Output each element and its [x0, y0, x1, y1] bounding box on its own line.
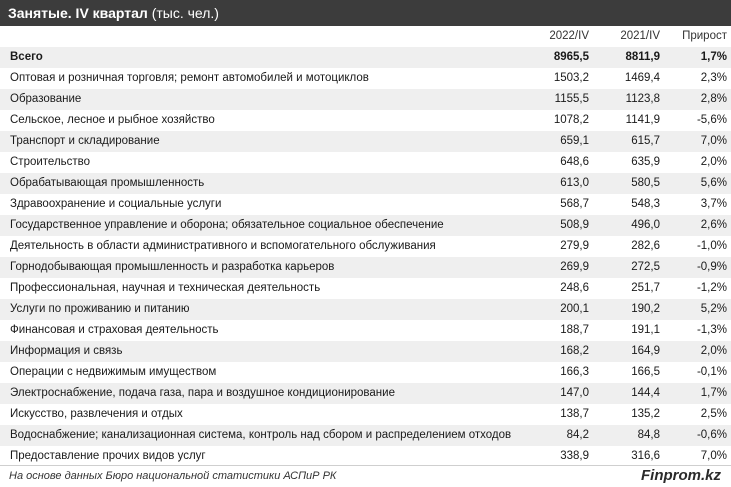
- cell-2022: 568,7: [560, 198, 589, 210]
- table-row: [0, 131, 731, 152]
- table-row: [0, 425, 731, 446]
- cell-2022: 8965,5: [553, 51, 589, 63]
- cell-2022: 659,1: [560, 135, 589, 147]
- cell-growth: 7,0%: [700, 450, 727, 462]
- cell-2022: 1155,5: [554, 93, 589, 105]
- cell-growth: 5,2%: [700, 303, 727, 315]
- table-row: [0, 152, 731, 173]
- cell-2021: 144,4: [631, 387, 660, 399]
- cell-growth: 2,0%: [700, 156, 727, 168]
- cell-2021: 251,7: [631, 282, 660, 294]
- cell-sector: Профессиональная, научная и техническая деятельность: [10, 282, 321, 294]
- cell-2022: 248,6: [560, 282, 589, 294]
- cell-growth: -1,0%: [696, 240, 727, 252]
- cell-2022: 188,7: [560, 324, 589, 336]
- cell-2021: 1123,8: [625, 93, 660, 105]
- cell-2022: 147,0: [560, 387, 589, 399]
- cell-growth: 2,3%: [700, 72, 727, 84]
- table-header-row: [0, 26, 731, 47]
- cell-2021: 164,9: [631, 345, 660, 357]
- cell-2021: 8811,9: [625, 51, 660, 63]
- cell-sector: Обрабатывающая промышленность: [10, 177, 205, 189]
- source-note: На основе данных Бюро национальной статистики АСПиР РК: [9, 470, 337, 482]
- cell-sector: Сельское, лесное и рыбное хозяйство: [10, 114, 215, 126]
- table-row: [0, 68, 731, 89]
- cell-2021: 191,1: [631, 324, 660, 336]
- cell-sector: Предоставление прочих видов услуг: [10, 450, 206, 462]
- cell-growth: 5,6%: [700, 177, 727, 189]
- cell-2021: 1469,4: [624, 72, 660, 84]
- table-row: [0, 257, 731, 278]
- cell-2022: 338,9: [560, 450, 589, 462]
- table-title: [0, 0, 731, 26]
- cell-2022: 648,6: [560, 156, 589, 168]
- table-row: [0, 446, 731, 467]
- footer: [0, 465, 731, 487]
- cell-growth: 2,6%: [700, 219, 727, 231]
- title-unit: (тыс. чел.): [151, 5, 219, 21]
- cell-2021: 84,8: [637, 429, 660, 441]
- cell-growth: 2,8%: [700, 93, 727, 105]
- table-row: [0, 383, 731, 404]
- table-row: [0, 89, 731, 110]
- cell-2022: 200,1: [560, 303, 589, 315]
- table-row: [0, 236, 731, 257]
- cell-sector: Всего: [10, 51, 43, 63]
- cell-growth: 1,7%: [700, 387, 727, 399]
- cell-2021: 580,5: [631, 177, 660, 189]
- cell-2021: 135,2: [631, 408, 660, 420]
- cell-2022: 508,9: [560, 219, 589, 231]
- column-header-2022: 2022/IV: [549, 30, 589, 42]
- cell-2022: 84,2: [566, 429, 589, 441]
- table-row: [0, 173, 731, 194]
- table-row: [0, 341, 731, 362]
- cell-sector: Искусство, развлечения и отдых: [10, 408, 183, 420]
- cell-sector: Здравоохранение и социальные услуги: [10, 198, 222, 210]
- table-row: [0, 299, 731, 320]
- cell-sector: Оптовая и розничная торговля; ремонт автомобилей и мотоциклов: [10, 72, 369, 84]
- cell-2021: 496,0: [631, 219, 660, 231]
- cell-growth: 3,7%: [700, 198, 727, 210]
- cell-growth: 7,0%: [700, 135, 727, 147]
- table-row-total: [0, 47, 731, 68]
- cell-sector: Электроснабжение, подача газа, пара и воздушное кондиционирование: [10, 387, 395, 399]
- cell-2022: 269,9: [560, 261, 589, 273]
- cell-2021: 316,6: [631, 450, 660, 462]
- cell-sector: Горнодобывающая промышленность и разработка карьеров: [10, 261, 335, 273]
- cell-sector: Деятельность в области административного и вспомогательного обслуживания: [10, 240, 436, 252]
- cell-growth: 1,7%: [700, 51, 727, 63]
- column-header-growth: Прирост: [682, 30, 727, 42]
- table-row: [0, 110, 731, 131]
- cell-2022: 1503,2: [553, 72, 589, 84]
- cell-sector: Финансовая и страховая деятельность: [10, 324, 219, 336]
- cell-growth: -0,6%: [696, 429, 727, 441]
- cell-2021: 166,5: [631, 366, 660, 378]
- table-row: [0, 404, 731, 425]
- cell-sector: Образование: [10, 93, 82, 105]
- cell-2021: 190,2: [631, 303, 660, 315]
- cell-2021: 635,9: [631, 156, 660, 168]
- cell-growth: -0,1%: [696, 366, 727, 378]
- cell-sector: Строительство: [10, 156, 91, 168]
- cell-2021: 1141,9: [625, 114, 660, 126]
- cell-sector: Государственное управление и оборона; обязательное социальное обеспечение: [10, 219, 444, 231]
- table-row: [0, 278, 731, 299]
- cell-sector: Информация и связь: [10, 345, 123, 357]
- table-row: [0, 362, 731, 383]
- cell-2022: 166,3: [560, 366, 589, 378]
- brand-logo: Finprom.kz: [640, 467, 721, 484]
- cell-2021: 548,3: [631, 198, 660, 210]
- cell-2022: 279,9: [560, 240, 589, 252]
- table-row: [0, 215, 731, 236]
- cell-2021: 615,7: [631, 135, 660, 147]
- cell-2022: 168,2: [560, 345, 589, 357]
- table-row: [0, 320, 731, 341]
- title-main: Занятые. IV квартал: [8, 5, 148, 21]
- table-row: [0, 194, 731, 215]
- cell-2021: 272,5: [631, 261, 660, 273]
- cell-sector: Транспорт и складирование: [10, 135, 160, 147]
- column-header-2021: 2021/IV: [620, 30, 660, 42]
- cell-growth: 2,0%: [700, 345, 727, 357]
- cell-2022: 613,0: [560, 177, 589, 189]
- cell-growth: -5,6%: [696, 114, 727, 126]
- cell-sector: Водоснабжение; канализационная система, контроль над сбором и распределением отходов: [10, 429, 512, 441]
- cell-2022: 1078,2: [553, 114, 589, 126]
- cell-growth: -0,9%: [696, 261, 727, 273]
- column-header-sector: [0, 26, 530, 47]
- table-body: [0, 47, 731, 467]
- cell-growth: -1,2%: [696, 282, 727, 294]
- cell-growth: 2,5%: [700, 408, 727, 420]
- cell-2022: 138,7: [560, 408, 589, 420]
- cell-2021: 282,6: [631, 240, 660, 252]
- employment-table: [0, 26, 731, 467]
- cell-growth: -1,3%: [696, 324, 727, 336]
- cell-sector: Операции с недвижимым имуществом: [10, 366, 217, 378]
- cell-sector: Услуги по проживанию и питанию: [10, 303, 190, 315]
